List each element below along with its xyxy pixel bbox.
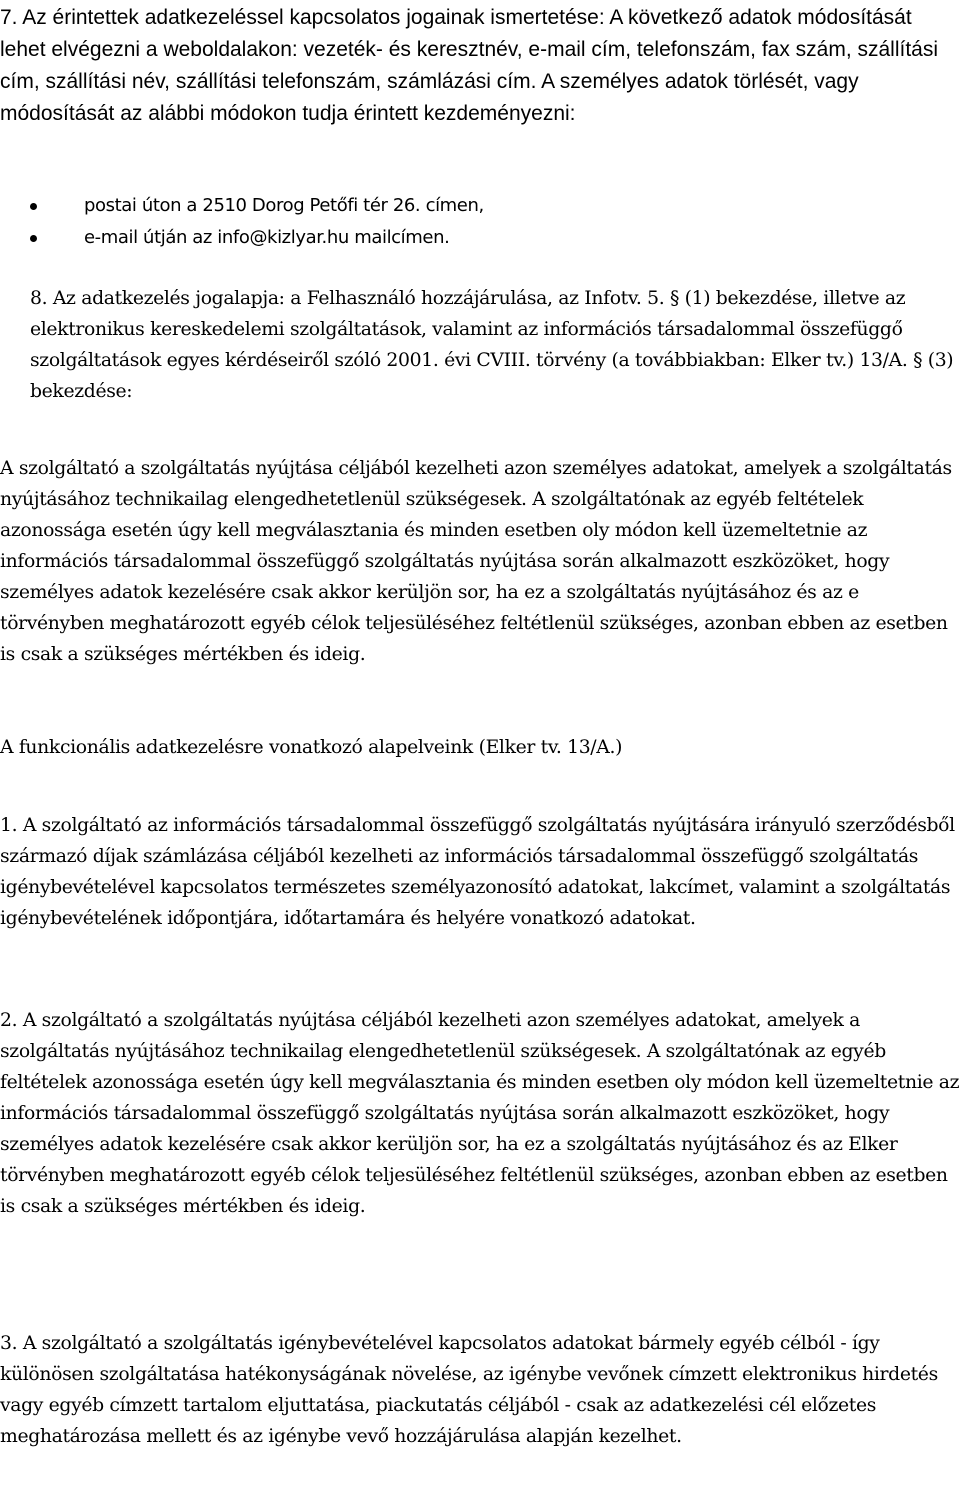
principles-heading: A funkcionális adatkezelésre vonatkozó alapelveink (Elker tv. 13/A.) xyxy=(0,737,623,758)
section-8-intro-block xyxy=(0,283,960,407)
principle-item-2-block xyxy=(0,1005,960,1222)
section-8-paragraph: A szolgáltató a szolgáltatás nyújtása céljából kezelheti azon személyes adatokat, amelyek a szolgáltatás nyújtásához technikailag elengedhetetlenül szükségesek. A szolgáltatónak az egyéb feltételek azonossága esetén úgy kell megválasztania és minden esetben oly módon kell üzemeltetnie az információs társadalommal összefüggő szolgáltatás nyújtása során alkalmazott eszközöket, hogy személyes adatok kezelésére csak akkor kerüljön sor, ha ez a szolgáltatás nyújtásához és az e törvényben meghatározott egyéb célok teljesüléséhez feltétlenül szükséges, azonban ebben az esetben is csak a szükséges mértékben és ideig. xyxy=(0,458,952,665)
contact-methods-list xyxy=(0,190,484,254)
section-8-intro xyxy=(0,283,960,407)
bullet-icon xyxy=(30,235,37,242)
principle-item-3-block xyxy=(0,1328,960,1452)
principle-item-3: 3. A szolgáltató a szolgáltatás igénybevételével kapcsolatos adatokat bármely egyéb célból - így különösen szolgáltatása hatékonyságának növelése, az igénybe vevőnek címzett elektronikus hirdetés vagy egyéb címzett tartalom eljuttatása, piackutatás céljából - csak az adatkezelési cél előzetes meghatározása mellett és az igénybe vevő hozzájárulása alapján kezelhet. xyxy=(0,1333,938,1447)
section-8-paragraph-block xyxy=(0,453,960,670)
principle-item-1: 1. A szolgáltató az információs társadalommal összefüggő szolgáltatás nyújtására irányuló szerződésből származó díjak számlázása céljából kezelheti az információs társadalommal összefüggő szolgáltatás igénybevételével kapcsolatos természetes személyazonosító adatokat, lakcímet, valamint a szolgáltatás igénybevételének időpontjára, időtartamára és helyére vonatkozó adatokat. xyxy=(0,815,955,929)
list-item xyxy=(0,190,484,222)
list-item-text: e-mail útján az info@kizlyar.hu mailcímen. xyxy=(84,227,450,248)
list-item-text: postai úton a 2510 Dorog Petőfi tér 26. címen, xyxy=(84,195,484,216)
section-8-intro-text: 8. Az adatkezelés jogalapja: a Felhasználó hozzájárulása, az Infotv. 5. § (1) bekezdése, illetve az elektronikus kereskedelemi szolgáltatások, valamint az információs társadalommal összefüggő szolgáltatások egyes kérdéseiről szóló 2001. évi CVIII. törvény (a továbbiakban: Elker tv.) 13/A. § (3) bekezdése: xyxy=(30,288,954,402)
list-item xyxy=(0,222,484,254)
principles-heading-block xyxy=(0,732,960,763)
bullet-icon xyxy=(30,203,37,210)
section-7-text: 7. Az érintettek adatkezeléssel kapcsolatos jogainak ismertetése: A következő adatok módosítását lehet elvégezni a weboldalakon: vezeték- és keresztnév, e-mail cím, telefonszám, fax szám, szállítási cím, szállítási név, szállítási telefonszám, számlázási cím. A személyes adatok törlését, vagy módosítását az alábbi módokon tudja érintett kezdeményezni: xyxy=(0,6,939,125)
principle-item-1-block xyxy=(0,810,960,934)
section-7 xyxy=(0,0,960,130)
principle-item-2: 2. A szolgáltató a szolgáltatás nyújtása céljából kezelheti azon személyes adatokat, amelyek a szolgáltatás nyújtásához technikailag elengedhetetlenül szükségesek. A szolgáltatónak az egyéb feltételek azonossága esetén úgy kell megválasztania és minden esetben oly módon kell üzemeltetnie az információs társadalommal összefüggő szolgáltatás nyújtása során alkalmazott eszközöket, hogy személyes adatok kezelésére csak akkor kerüljön sor, ha ez a szolgáltatás nyújtásához és az Elker törvényben meghatározott egyéb célok teljesüléséhez feltétlenül szükséges, azonban ebben az esetben is csak a szükséges mértékben és ideig. xyxy=(0,1010,960,1217)
